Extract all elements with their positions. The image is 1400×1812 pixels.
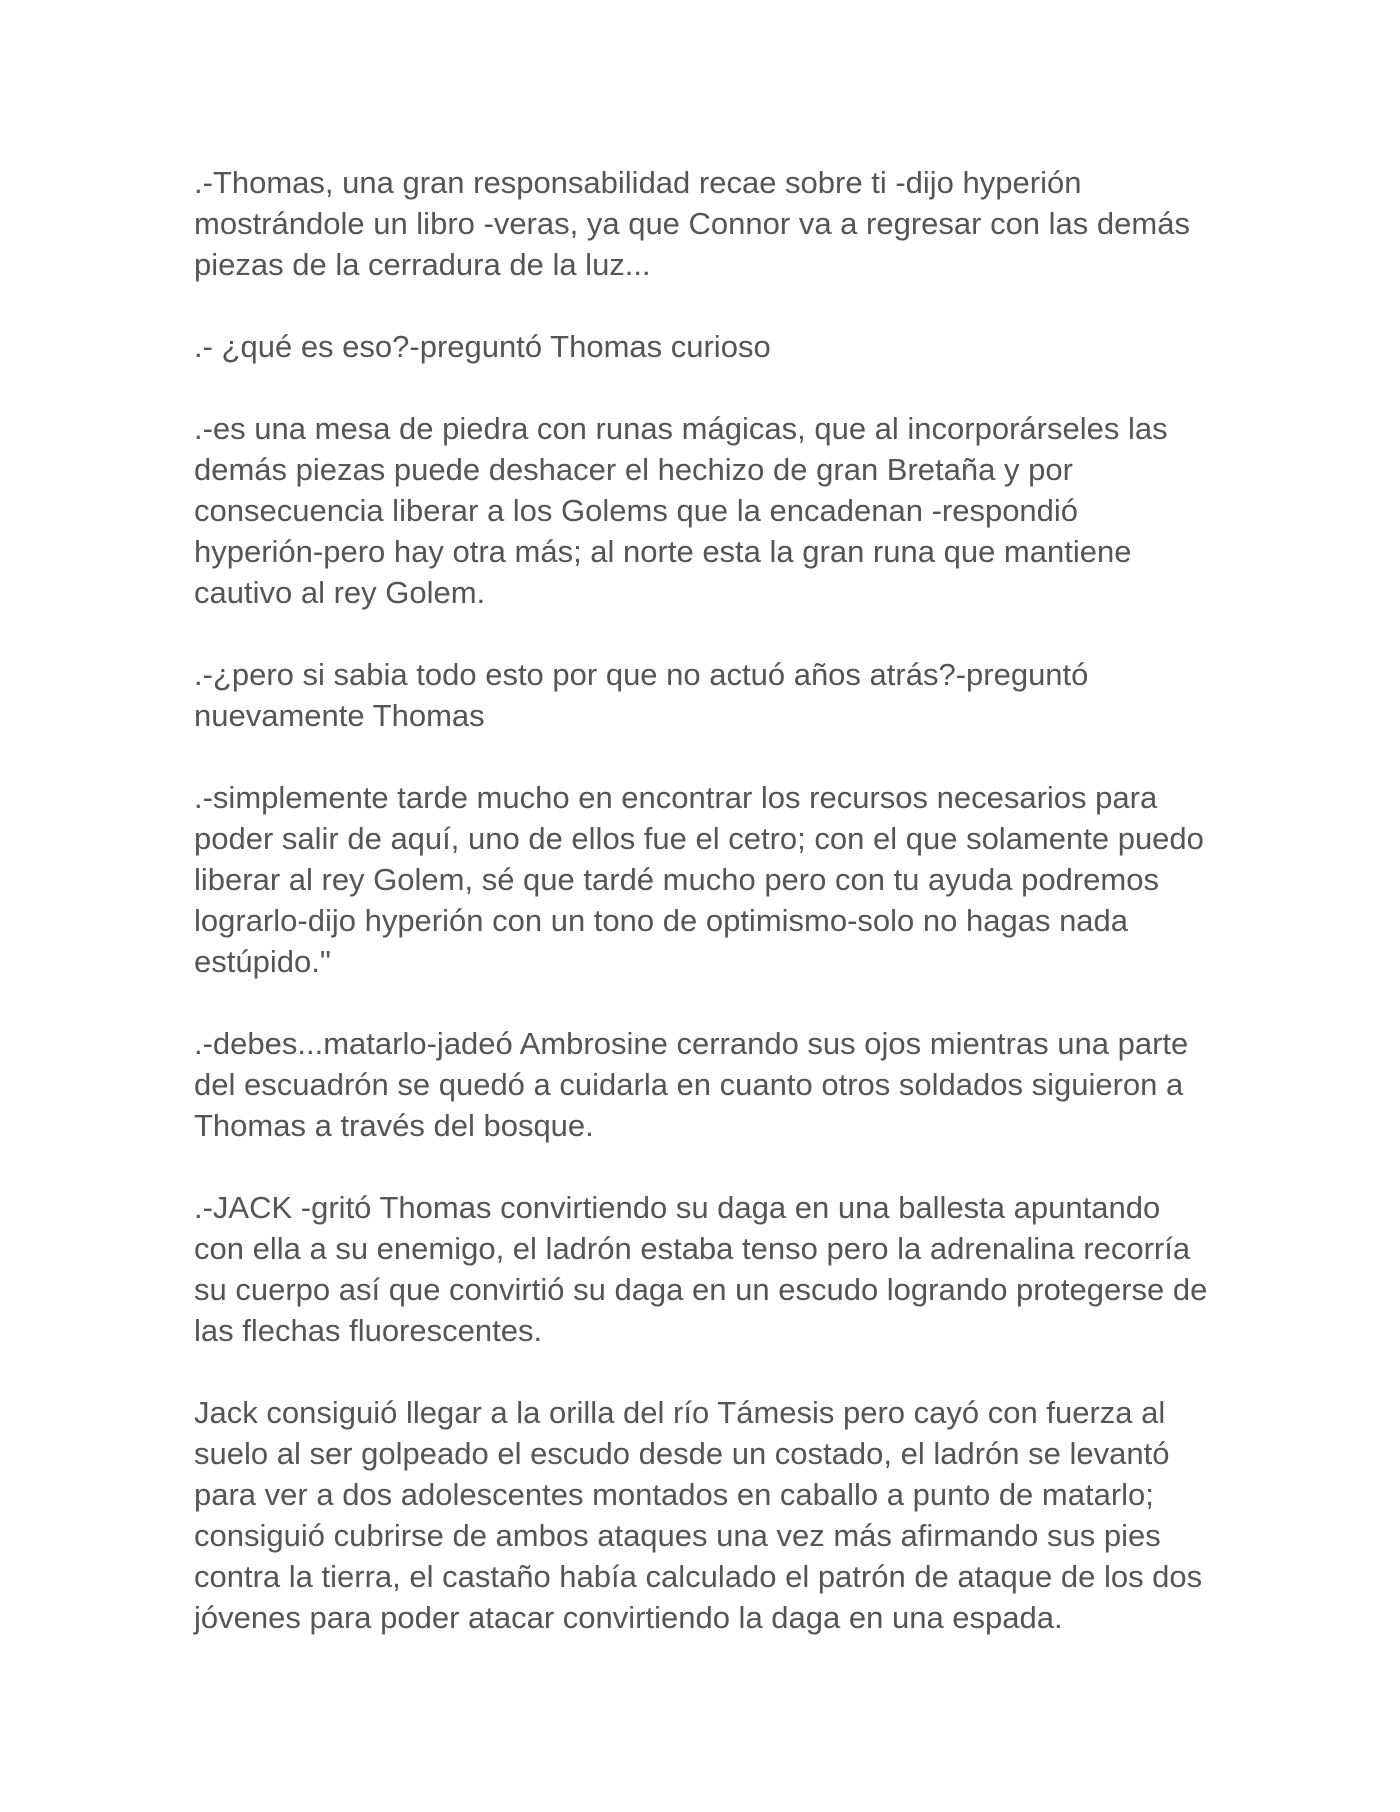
paragraph-7: .-JACK -gritó Thomas convirtiendo su daga en una ballesta apuntando con ella a su enemigo, el ladrón estaba tenso pero la adrenalina recorría su cuerpo así que convirtió su daga en un escudo logrando protegerse de las flechas fluorescentes. bbox=[194, 1190, 1208, 1348]
paragraph-6: .-debes...matarlo-jadeó Ambrosine cerrando sus ojos mientras una parte del escuadrón se quedó a cuidarla en cuanto otros soldados siguieron a Thomas a través del bosque. bbox=[194, 1026, 1189, 1143]
paragraph-4: .-¿pero si sabia todo esto por que no actuó años atrás?-preguntó nuevamente Thomas bbox=[194, 657, 1089, 733]
paragraph-2: .- ¿qué es eso?-preguntó Thomas curioso bbox=[194, 329, 771, 364]
paragraph-8: Jack consiguió llegar a la orilla del río Támesis pero cayó con fuerza al suelo al ser golpeado el escudo desde un costado, el ladrón se levantó para ver a dos adolescentes montados en caballo a punto de matarlo; consiguió cubrirse de ambos ataques una vez más afirmando sus pies contra la tierra, el castaño había calculado el patrón de ataque de los dos jóvenes para poder atacar convirtiendo la daga en una espada. bbox=[194, 1395, 1203, 1635]
paragraph-1: .-Thomas, una gran responsabilidad recae sobre ti -dijo hyperión mostrándole un libro -veras, ya que Connor va a regresar con las demás piezas de la cerradura de la luz... bbox=[194, 165, 1190, 282]
paragraph-3: .-es una mesa de piedra con runas mágicas, que al incorporárseles las demás piezas puede deshacer el hechizo de gran Bretaña y por consecuencia liberar a los Golems que la encadenan -respondió hyperión-pero hay otra más; al norte esta la gran runa que mantiene cautivo al rey Golem. bbox=[194, 411, 1168, 610]
document-body bbox=[194, 162, 1214, 1679]
paragraph-5: .-simplemente tarde mucho en encontrar los recursos necesarios para poder salir de aquí, uno de ellos fue el cetro; con el que solamente puedo liberar al rey Golem, sé que tardé mucho pero con tu ayuda podremos lograrlo-dijo hyperión con un tono de optimismo-solo no hagas nada estúpido." bbox=[194, 780, 1204, 979]
